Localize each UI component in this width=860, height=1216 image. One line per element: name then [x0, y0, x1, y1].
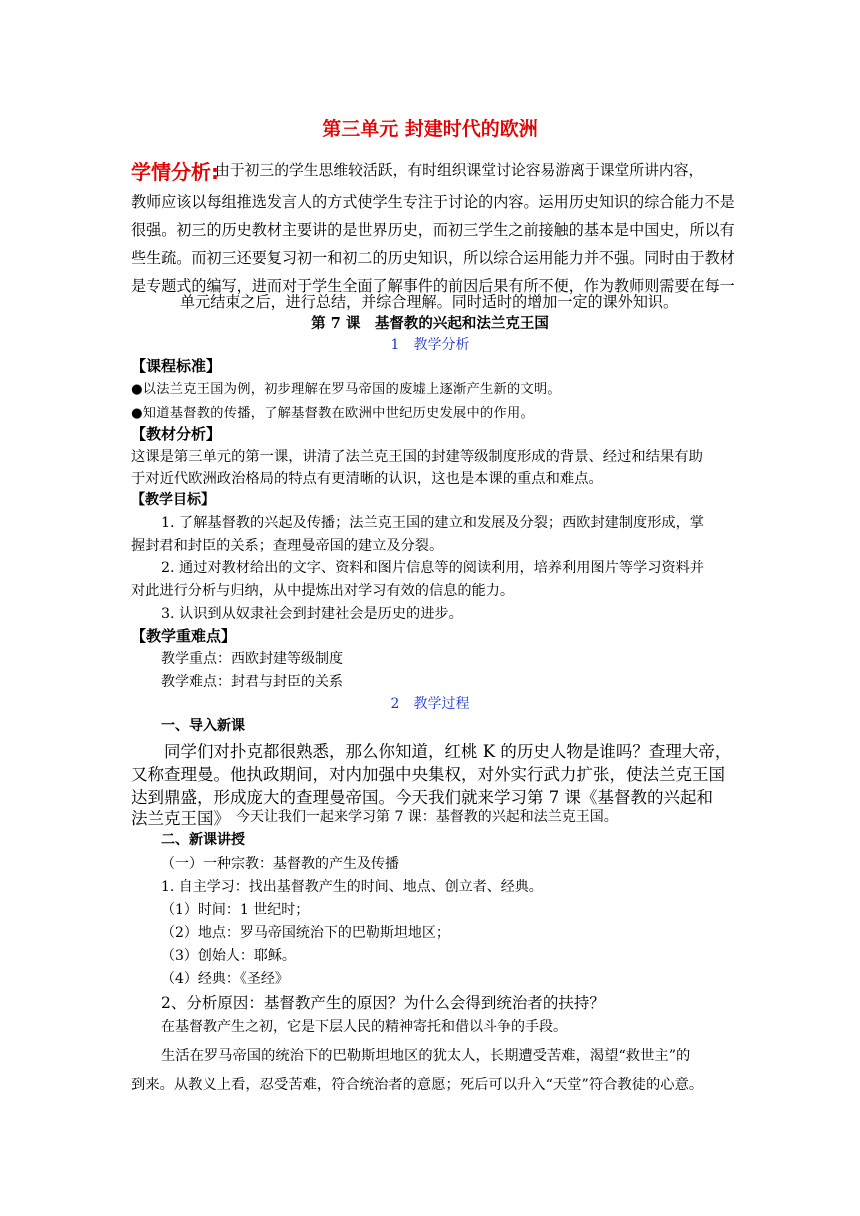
goal-2a: 2. 通过对教材给出的文字、资料和图片信息等的阅读利用，培养利用图片等学习资料并 [161, 560, 704, 576]
intro-line-1: 同学们对扑克都很熟悉，那么你知道，红桃 K 的历史人物是谁吗？查理大帝， [164, 742, 732, 761]
analysis-line-2: 教师应该以每组推选发言人的方式使学生专注于讨论的内容。运用历史知识的综合能力不是 [131, 193, 735, 211]
keypoints-heading: 【教学重难点】 [131, 627, 237, 645]
teaching-focus: 教学重点：西欧封建等级制度 [161, 651, 343, 667]
analysis-line-3: 很强。初三的历史教材主要讲的是世界历史，而初三学生之前接触的基本是中国史，所以有 [131, 221, 735, 239]
unit-title: 第三单元 封建时代的欧洲 [322, 118, 538, 140]
section-2-heading: 2 教学过程 [390, 696, 470, 712]
answer-line-1: 在基督教产生之初，它是下层人民的精神寄托和借以斗争的手段。 [161, 1019, 567, 1035]
goal-2b: 对此进行分析与归纳，从中提炼出对学习有效的信息的能力。 [131, 583, 515, 599]
point-scripture: （4）经典：《圣经》 [161, 971, 289, 987]
analysis-question: 2、分析原因：基督教产生的原因？为什么会得到统治者的扶持？ [161, 994, 605, 1012]
teaching-difficulty: 教学难点：封君与封臣的关系 [161, 674, 343, 690]
analysis-line-6: 单元结束之后，进行总结，并综合理解。同时适时的增加一定的课外知识。 [180, 293, 679, 311]
textbook-line-1: 这课是第三单元的第一课，讲清了法兰克王国的封建等级制度形成的背景、经过和结果有助 [131, 449, 703, 465]
lesson-title: 第 7 课 基督教的兴起和法兰克王国 [311, 315, 549, 332]
point-founder: （3）创始人：耶稣。 [161, 948, 296, 964]
point-place: （2）地点：罗马帝国统治下的巴勒斯坦地区； [161, 925, 450, 941]
subsection-1: （一）一种宗教：基督教的产生及传播 [161, 856, 399, 872]
goals-heading: 【教学目标】 [131, 492, 215, 508]
intro-line-3: 达到鼎盛，形成庞大的查理曼帝国。今天我们就来学习第 7 课《基督教的兴起和 [131, 788, 713, 807]
curriculum-item-2: ●知道基督教的传播，了解基督教在欧洲中世纪历史发展中的作用。 [131, 406, 534, 421]
self-study: 1. 自主学习：找出基督教产生的时间、地点、创立者、经典。 [161, 879, 543, 895]
curriculum-item-1: ●以法兰克王国为例，初步理解在罗马帝国的废墟上逐渐产生新的文明。 [131, 382, 561, 397]
curriculum-heading: 【课程标准】 [131, 357, 222, 375]
analysis-label: 学情分析: [131, 160, 219, 184]
goal-1a: 1. 了解基督教的兴起及传播；法兰克王国的建立和发展及分裂；西欧封建制度形成，掌 [161, 515, 704, 531]
point-time: （1）时间：1 世纪时； [161, 902, 310, 918]
goal-3: 3. 认识到从奴隶社会到封建社会是历史的进步。 [161, 606, 463, 622]
analysis-line-4: 些生疏。而初三还要复习初一和初二的历史知识，所以综合运用能力并不强。同时由于教材 [131, 249, 735, 267]
new-lesson-heading: 二、新课讲授 [161, 832, 245, 848]
intro-heading: 一、导入新课 [161, 718, 245, 734]
textbook-line-2: 于对近代欧洲政治格局的特点有更清晰的认识，这也是本课的重点和难点。 [131, 471, 603, 487]
answer-line-2: 生活在罗马帝国的统治下的巴勒斯坦地区的犹太人，长期遭受苦难，渴望“救世主”的 [161, 1048, 691, 1064]
section-1-heading: 1 教学分析 [390, 337, 470, 353]
goal-1b: 握封君和封臣的关系；查理曼帝国的建立及分裂。 [131, 538, 444, 554]
analysis-line-1: 由于初三的学生思维较活跃，有时组织课堂讨论容易游离于课堂所讲内容， [215, 162, 704, 179]
textbook-heading: 【教材分析】 [131, 425, 222, 443]
intro-line-4b: 今天让我们一起来学习第 7 课：基督教的兴起和法兰克王国。 [236, 809, 618, 825]
intro-line-4a: 法兰克王国》 [131, 809, 230, 828]
analysis-line-5: 是专题式的编写，进而对于学生全面了解事件的前因后果有所不便，作为教师则需要在每一 [131, 277, 735, 295]
intro-line-2: 又称查理曼。他执政期间，对内加强中央集权，对外实行武力扩张，使法兰克王国 [131, 765, 725, 784]
answer-line-3: 到来。从教义上看，忍受苦难，符合统治者的意愿；死后可以升入“天堂”符合教徒的心意。 [131, 1077, 704, 1093]
